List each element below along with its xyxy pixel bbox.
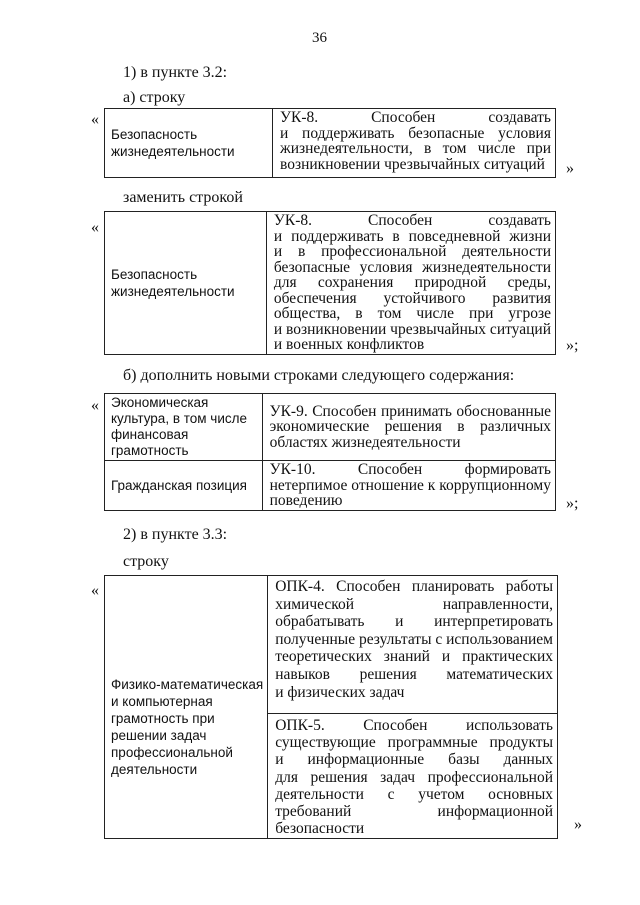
competency-line: полученные результаты с использованием [275,630,553,648]
competency-line: общества, в том числе при угрозе [273,305,551,322]
section1-heading: 1) в пункте 3.2: [123,64,228,81]
left-line: Гражданская позиция [111,478,247,493]
left-line: грамотность при [111,711,215,726]
competency-line: возникновении чрезвычайных ситуаций [280,155,545,173]
table-row-opk [104,575,558,839]
table-row-new-uk8 [104,211,556,355]
left-cell [105,109,273,178]
right-cell [262,461,555,511]
left-line: жизнедеятельности [111,284,235,299]
page-number: 36 [312,30,327,46]
right-cell [268,576,558,714]
competency-line: химической направленности, [275,595,553,613]
right-cell [273,109,556,178]
competency-line: и в профессиональной деятельности [273,243,551,260]
competency-line: и военных конфликтов [273,336,425,353]
competency-line: областях жизнедеятельности [269,433,461,451]
competency-line: теоретических знаний и практических [275,648,553,666]
competency-line: ОПК-4. Способен планировать работы [275,578,553,595]
competency-line: существующие программные продукты [275,734,553,752]
competency-line: УК-8. Способен создавать [273,212,551,229]
open-quote: « [91,582,99,599]
competency-line: и физических задач [275,683,405,701]
competency-line: навыков решения математических [275,665,553,683]
competency-line: экономические решения в различных [269,418,551,436]
competency-line: обеспечения устойчивого развития [273,289,551,307]
right-cell [268,714,558,839]
left-line: деятельности [111,762,198,777]
table-row-old-uk8 [104,108,556,178]
left-line: грамотность [111,443,189,458]
left-cell [105,394,263,461]
competency-line: и поддерживать в повседневной жизни [273,227,551,245]
close-quote: » [566,160,574,177]
competency-line: УК-9. Способен принимать обоснованные [269,402,551,420]
open-quote: « [91,219,99,236]
open-quote: « [91,397,99,414]
subsection-a: а) строку [123,89,186,106]
competency-line: безопасности [275,820,365,838]
competency-line: для сохранения природной среды, [273,274,551,291]
competency-line: для решения задач профессиональной [275,768,553,786]
replace-instruction: заменить строкой [123,189,243,206]
left-line: профессиональной [111,745,233,760]
left-cell [105,461,263,511]
competency-line: УК-10. Способен формировать [269,461,551,478]
left-line: решении задач [111,728,207,743]
competency-line: жизнедеятельности, в том числе при [280,140,551,157]
close-quote: » [574,816,582,833]
left-line: Физико-математическая [111,677,264,692]
close-quote: »; [566,337,579,354]
left-line: жизнедеятельности [111,144,235,159]
section2-heading: 2) в пункте 3.3: [123,526,228,543]
competency-line: ОПК-5. Способен использовать [275,717,553,734]
right-cell [262,394,555,461]
left-line: финансовая [111,427,189,442]
competency-line: обрабатывать и интерпретировать [275,613,553,631]
section2-sub: строку [123,553,169,570]
table-new-rows [104,393,556,511]
close-quote: »; [566,495,579,512]
subsection-b: б) дополнить новыми строками следующего содержания: [123,367,515,384]
competency-line: и возникновении чрезвычайных ситуаций [273,320,551,338]
open-quote: « [91,111,99,128]
competency-line: деятельности с учетом основных [275,785,553,803]
competency-line: и информационные базы данных [275,751,553,769]
left-line: Безопасность [111,127,198,142]
left-cell [105,212,267,355]
competency-line: нетерпимое отношение к коррупционному [269,476,551,494]
competency-line: требований информационной [275,803,553,821]
left-cell [105,576,268,839]
competency-line: безопасные условия жизнедеятельности [273,258,551,276]
left-line: Безопасность [111,267,198,282]
right-cell [266,212,555,355]
competency-line: поведению [269,492,343,509]
left-line: и компьютерная [111,694,213,709]
left-line: Экономическая [111,395,209,410]
competency-line: и поддерживать безопасные условия [280,124,551,142]
competency-line: УК-8. Способен создавать [280,109,551,126]
left-line: культура, в том числе [111,411,248,426]
